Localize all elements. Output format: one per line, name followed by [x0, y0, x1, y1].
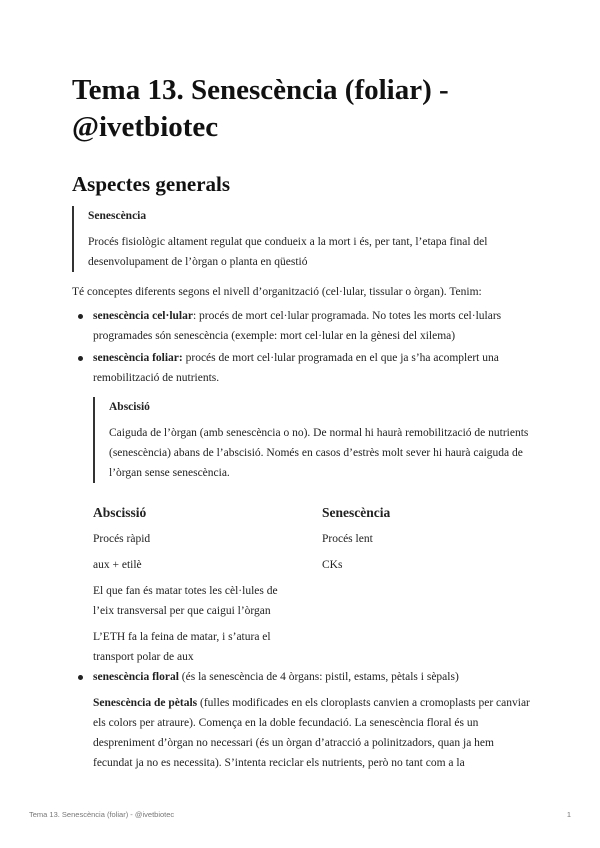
bullet-icon [78, 356, 83, 361]
column-cell: El que fan és matar totes les cèl·lules de l’eix transversal per que caigui l’òrgan [93, 585, 278, 617]
page-title: Tema 13. Senescència (foliar) - @ivetbiotec [72, 74, 449, 143]
abscission-callout [93, 397, 529, 483]
paragraph-text: (fulles modificades en els cloroplasts canvien a cromoplasts per canviar els colors per atraure). Comença en la doble fecundació. La senescència floral és un despreniment d’òrgan no necessari (és un òrgan d’atracció a polinitzadors, quan ja hem fecundat ja no es necessita). S’intenta reciclar els nutrients, però no tant com a la [93, 697, 530, 769]
column-cell: L’ETH fa la feina de matar, i s’atura el transport polar de aux [93, 631, 271, 663]
bullet-text: : procés de mort cel·lular programada. No totes les morts cel·lulars programades són senescència (exemple: mort cel·lular en la gènesi del xilema) [93, 310, 502, 342]
bullet-icon [78, 675, 83, 680]
page-number: 1 [566, 810, 571, 819]
column-cell: Procés ràpid [93, 533, 151, 545]
bullet-term: senescència floral [93, 671, 179, 683]
column-cell: aux + etilè [93, 559, 142, 571]
callout-title: Senescència [88, 210, 147, 222]
column-cell: Procés lent [322, 533, 373, 545]
bullet-text: (és la senescència de 4 òrgans: pistil, estams, pètals i sèpals) [178, 671, 459, 683]
comparison-column-abscission [93, 503, 298, 673]
callout-text: Procés fisiològic altament regulat que condueix a la mort i és, per tant, l’etapa final del desenvolupament de l’òrgan o planta en qüestió [88, 236, 488, 268]
petal-senescence-paragraph [93, 693, 533, 773]
intro-paragraph: Té conceptes diferents segons el nivell d’organització (cel·lular, tissular o òrgan). Tenim: [72, 286, 482, 298]
section-heading: Aspectes generals [72, 172, 231, 196]
list-item [93, 348, 533, 388]
list-item [93, 667, 533, 687]
senescence-definition-callout [72, 206, 528, 272]
bullet-term: senescència foliar: [93, 352, 183, 364]
callout-title: Abscisió [109, 401, 150, 413]
column-cell: CKs [322, 559, 343, 571]
footer-title: Tema 13. Senescència (foliar) - @ivetbiotec [29, 810, 175, 819]
callout-text: Caiguda de l’òrgan (amb senescència o no). De normal hi haurà remobilització de nutrients (senescència) abans de l’abscisió. Només en casos d’estrès molt sever hi haurà caiguda de l’òrgan sense senescència. [109, 427, 529, 479]
paragraph-term: Senescència de pètals [93, 697, 198, 709]
bullet-term: senescència cel·lular [93, 310, 193, 322]
list-item [93, 306, 533, 346]
column-heading: Abscissió [93, 505, 147, 520]
comparison-column-senescence [322, 503, 522, 581]
bullet-text: procés de mort cel·lular programada en el que ja s’ha acomplert una remobilització de nutrients. [93, 352, 499, 384]
column-heading: Senescència [322, 505, 391, 520]
bullet-icon [78, 314, 83, 319]
